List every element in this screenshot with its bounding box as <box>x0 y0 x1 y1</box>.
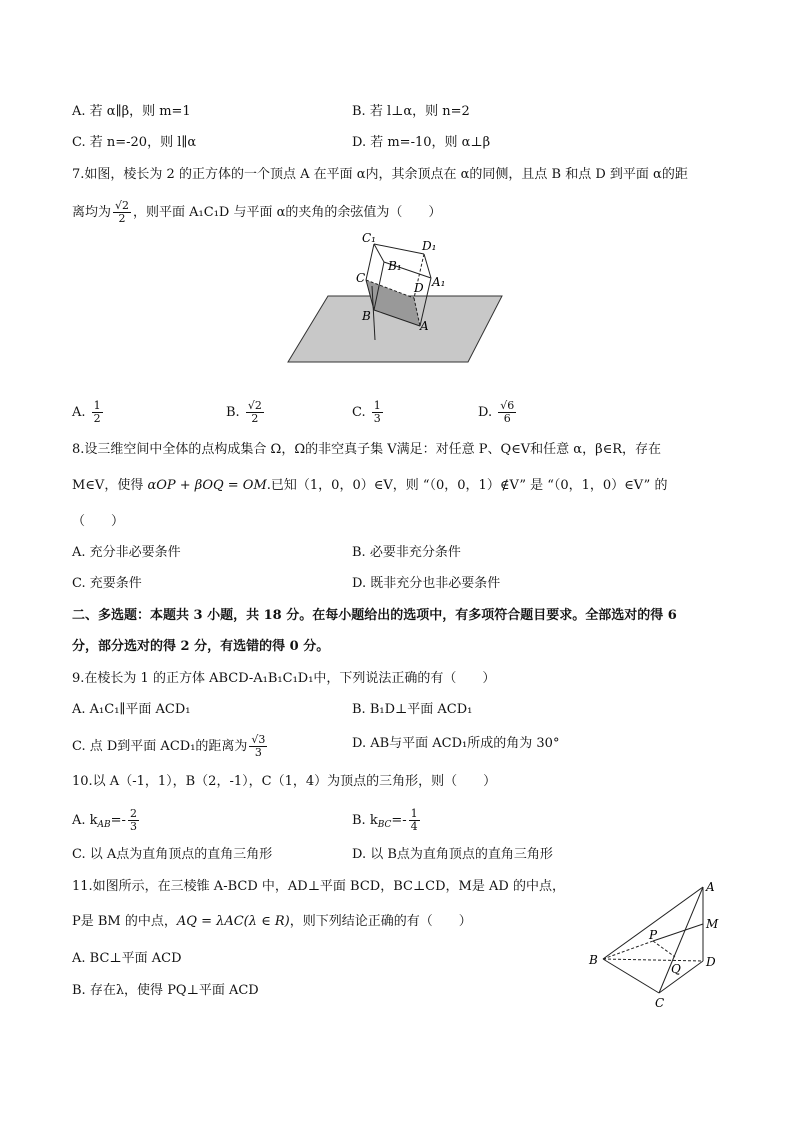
q9-option-d: D. AB与平面 ACD₁所成的角为 30° <box>352 736 560 751</box>
q9-option-c: C. 点 D到平面 ACD₁的距离为 $\frac{√3}{3}$ <box>72 733 266 759</box>
section2-line1: 二、多选题：本题共 3 小题，共 18 分。在每小题给出的选项中，有多项符合题目要求。全部选对的得 6 <box>72 608 677 623</box>
q7-stem-line1: 7.如图，棱长为 2 的正方体的一个顶点 A 在平面 α内，其余顶点在 α的同侧，且点 B 和点 D 到平面 α的距 <box>72 167 688 182</box>
label-C: C <box>655 996 665 1010</box>
q6-option-a: A. 若 α∥β，则 m=1 <box>72 104 191 119</box>
q10-option-a: A. $k_{AB}=-$ $\frac{2}{3}$ <box>72 807 137 833</box>
q6-option-d: D. 若 m=-10，则 α⊥β <box>352 135 491 150</box>
q8-line3: （ ） <box>72 514 125 529</box>
q8-option-a: A. 充分非必要条件 <box>72 545 181 560</box>
q8-vector-formula: αOP + βOQ = OM <box>147 478 267 493</box>
label-Q: Q <box>671 962 681 976</box>
q7-option-d: D. $\frac{√6}{6}$ <box>478 399 515 425</box>
label-D: D <box>414 281 424 295</box>
q11-line1: 11.如图所示，在三棱锥 A-BCD 中，AD⊥平面 BCD，BC⊥CD，M是 AD 的中点， <box>72 879 565 894</box>
label-C: C <box>356 271 366 285</box>
q11-option-b: B. 存在λ，使得 PQ⊥平面 ACD <box>72 983 259 998</box>
section2-line2: 分，部分选对的得 2 分，有选错的得 0 分。 <box>72 639 330 654</box>
q10-option-d: D. 以 B点为直角顶点的直角三角形 <box>352 847 553 862</box>
label-D1: D₁ <box>422 239 437 253</box>
q6-option-b: B. 若 l⊥α，则 n=2 <box>352 104 470 119</box>
label-D: D <box>706 955 716 969</box>
q7-option-a: A. $\frac{1}{2}$ <box>72 399 101 425</box>
q8-option-d: D. 既非充分也非必要条件 <box>352 576 501 591</box>
q10-stem: 10.以 A（-1，1），B（2，-1），C（1，4）为顶点的三角形，则（ ） <box>72 774 497 789</box>
label-A: A <box>706 880 715 894</box>
q11-tetrahedron-figure <box>585 875 735 1015</box>
q7-cube-figure <box>280 228 520 368</box>
label-P: P <box>649 928 658 942</box>
q9-option-a: A. A₁C₁∥平面 ACD₁ <box>72 702 191 717</box>
q7-option-c: C. $\frac{1}{3}$ <box>352 399 381 425</box>
q7-fraction: $\frac{√2}{2}$ <box>115 199 130 225</box>
q8-option-b: B. 必要非充分条件 <box>352 545 461 560</box>
q6-option-c: C. 若 n=-20，则 l∥α <box>72 135 197 150</box>
label-B1: B₁ <box>388 259 402 273</box>
q10-option-c: C. 以 A点为直角顶点的直角三角形 <box>72 847 273 862</box>
label-M: M <box>706 917 719 931</box>
q8-line2: M∈V，使得 αOP + βOQ = OM.已知（1，0，0）∈V，则 “（0，0，1）∉V” 是 “（0，1，0）∈V” 的 <box>72 478 668 493</box>
q9-option-b: B. B₁D⊥平面 ACD₁ <box>352 702 473 717</box>
q9-stem: 9.在棱长为 1 的正方体 ABCD-A₁B₁C₁D₁中，下列说法正确的有（ ） <box>72 671 496 686</box>
q7-option-b: B. $\frac{√2}{2}$ <box>226 399 262 425</box>
q8-option-c: C. 充要条件 <box>72 576 142 591</box>
label-B: B <box>362 309 371 323</box>
q11-option-a: A. BC⊥平面 ACD <box>72 951 182 966</box>
q10-option-b: B. $k_{BC}=-$ $\frac{1}{4}$ <box>352 807 418 833</box>
label-A1: A₁ <box>432 275 446 289</box>
q7-stem-line2: 离均为 $\frac{√2}{2}$ ，则平面 A₁C₁D 与平面 α的夹角的余弦值为（ ） <box>72 199 442 225</box>
label-B: B <box>589 953 598 967</box>
label-C1: C₁ <box>362 231 376 245</box>
label-A: A <box>420 319 429 333</box>
q11-vector-formula: AQ = λAC(λ ∈ R) <box>176 914 290 929</box>
q8-line1: 8.设三维空间中全体的点构成集合 Ω，Ω的非空真子集 V满足：对任意 P、Q∈V和任意 α，β∈R，存在 <box>72 442 661 457</box>
q11-line2: P是 BM 的中点，AQ = λAC(λ ∈ R)，则下列结论正确的有（ ） <box>72 914 472 929</box>
